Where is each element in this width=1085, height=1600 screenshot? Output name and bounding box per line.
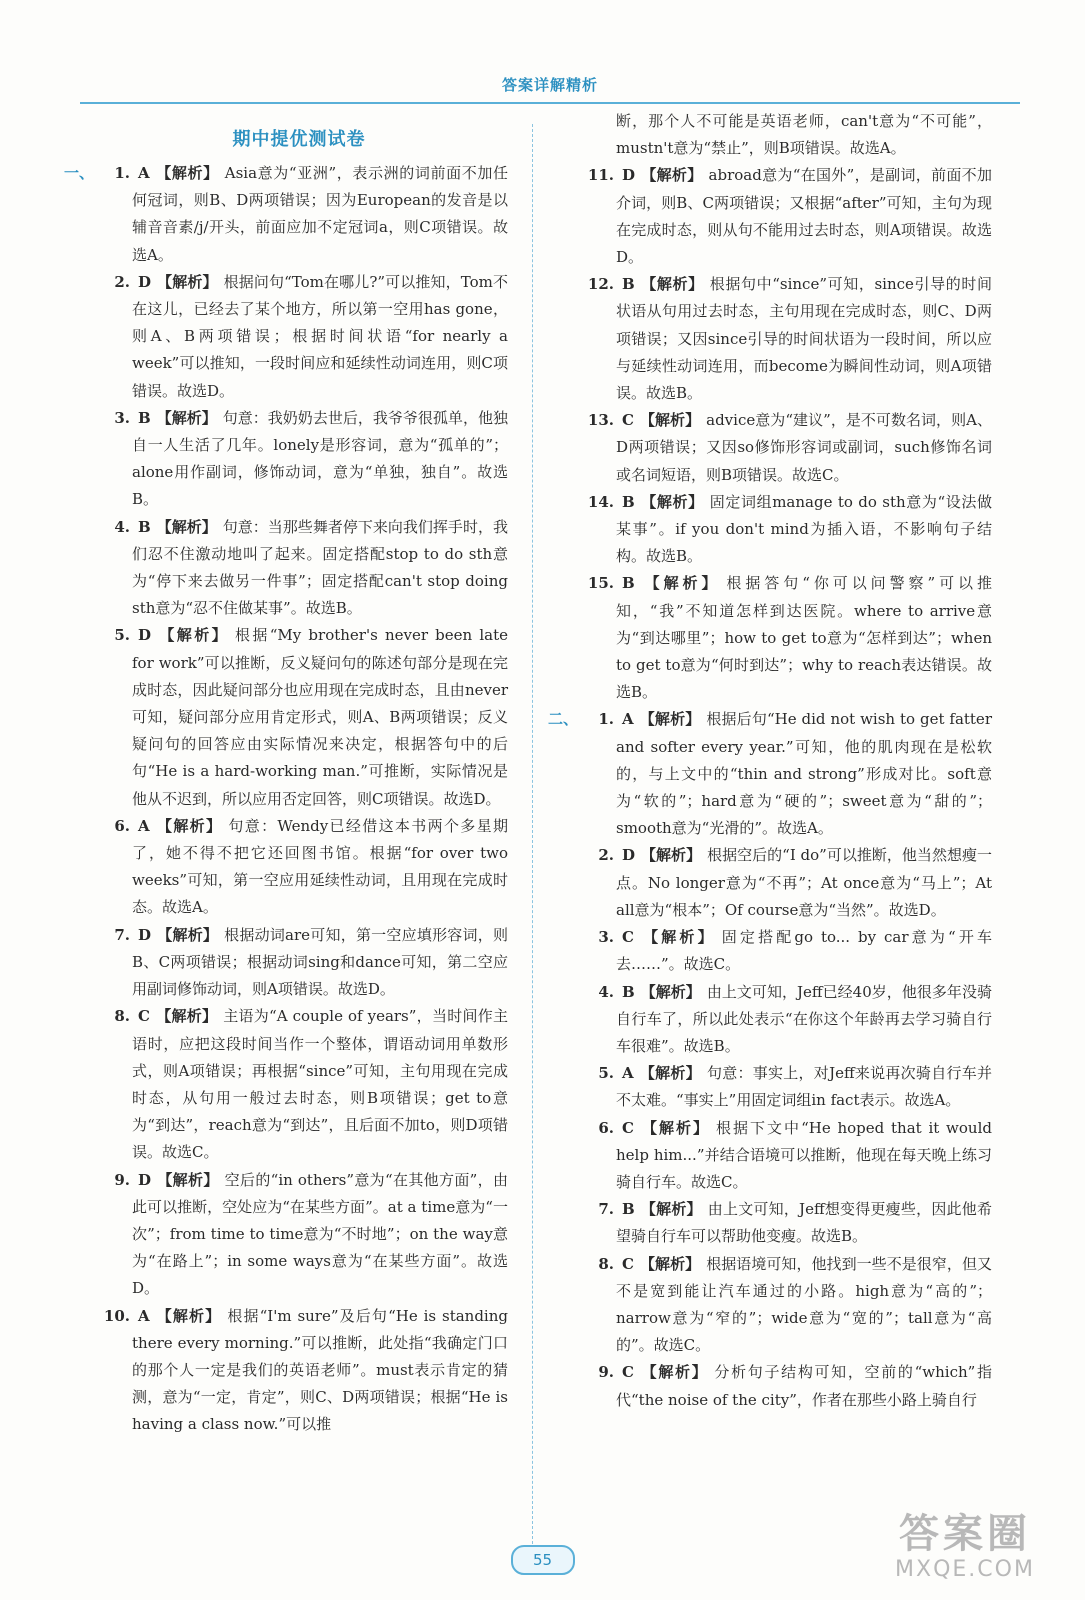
answer-letter: C [622, 411, 634, 430]
question-index: 7. [598, 1200, 614, 1219]
column-divider [532, 124, 533, 1544]
analysis-text: 固定搭配go to... by car意为“开车去……”。故选C。 [616, 928, 992, 974]
answer-item [574, 1115, 992, 1197]
answer-letter: D [622, 166, 636, 185]
right-column [548, 108, 992, 1414]
page-header [80, 70, 1020, 104]
question-index: 9. [114, 1170, 130, 1189]
question-number [90, 1167, 130, 1194]
answer-letter: D [138, 626, 152, 645]
answer-letter: B [622, 982, 635, 1001]
analysis-tag: 【解析】 [639, 1118, 711, 1137]
analysis-text: Asia意为“亚洲”，表示洲的词前面不加任何冠词，则B、D两项错误；因为European的发音是以辅音音素/j/开头，前面应加不定冠词a，则C项错误。故选A。 [132, 164, 508, 264]
answer-item [574, 979, 992, 1061]
question-number [574, 1359, 614, 1386]
left-answer-list [64, 160, 508, 1439]
question-number [574, 570, 614, 597]
analysis-tag: 【解析】 [156, 517, 217, 536]
question-number [574, 1251, 614, 1278]
question-number [548, 706, 614, 733]
right-answer-list [548, 108, 992, 1414]
question-number [90, 1303, 130, 1330]
question-number [90, 514, 130, 541]
answer-item [90, 514, 508, 623]
answer-letter: D [622, 846, 636, 865]
analysis-text: 固定词组manage to do sth意为“设法做某事”。if you don't mind为插入语，不影响句子结构。故选B。 [616, 492, 992, 566]
answer-item [574, 1251, 992, 1360]
answer-item [90, 405, 508, 514]
analysis-text: 断，那个人不可能是英语老师，can't意为“不可能”，mustn't意为“禁止”，则B项错误。故选A。 [616, 112, 992, 158]
answer-item [90, 1303, 508, 1439]
question-index: 9. [598, 1363, 614, 1382]
answer-item [548, 706, 992, 842]
analysis-text: 根据下文中“He hoped that it would help him...”并结合语境可以推断，他现在每天晚上练习骑自行车。故选C。 [616, 1118, 992, 1191]
question-index: 3. [598, 928, 614, 947]
question-index: 12. [587, 275, 614, 294]
section-label: 一、 [64, 164, 95, 182]
analysis-text: 空后的“in others”意为“在其他方面”，由此可以推断，空处应为“在某些方面”。at a time意为“一次”；from time to time意为“不时地”；on the way意为“在路上”；in some ways意为“在某些方面”。故选D。 [132, 1170, 508, 1298]
analysis-tag: 【解析】 [157, 925, 219, 944]
answer-item [64, 160, 508, 269]
answer-item [90, 269, 508, 405]
question-index: 1. [114, 164, 130, 182]
answer-letter: A [622, 1064, 634, 1083]
analysis-text: 根据语境可知，他找到一些不是很窄，但又不是宽到能让汽车通过的小路。high意为“高的”；narrow意为“窄的”；wide意为“宽的”；tall意为“高的”。故选C。 [616, 1254, 992, 1355]
analysis-tag: 【解析】 [640, 982, 701, 1001]
answer-letter: A [622, 710, 634, 729]
answer-letter: B [138, 408, 151, 427]
analysis-tag: 【解析】 [640, 275, 704, 294]
answer-letter: A [138, 816, 150, 835]
analysis-text: 根据“I'm sure”及后句“He is standing there every morning.”可以推断，此处指“我确定门口的那个人一定是我们的英语老师”。must表示肯定的猜测，意为“一定，肯定”，则C、D两项错误；根据“He is having a class now.”可以推 [132, 1306, 508, 1434]
analysis-tag: 【解析】 [639, 928, 716, 947]
question-number [574, 1115, 614, 1142]
answer-item [90, 922, 508, 1004]
answer-item [574, 1196, 992, 1250]
watermark-main: 答案圈 [899, 1511, 1031, 1557]
answer-letter: D [138, 272, 152, 291]
analysis-tag: 【解析】 [155, 1007, 218, 1026]
question-index: 8. [598, 1254, 614, 1273]
answer-letter: B [138, 517, 151, 536]
watermark-sub: MXQE.COM [895, 1557, 1035, 1582]
answer-item [90, 1167, 508, 1303]
answer-item [574, 407, 992, 489]
analysis-tag: 【解析】 [639, 710, 701, 729]
analysis-text: 句意：当那些舞者停下来向我们挥手时，我们忍不住激动地叫了起来。固定搭配stop to do sth意为“停下来去做另一件事”；固定搭配can't stop doing sth意为“忍不住做某事”。故选B。 [132, 517, 508, 618]
question-index: 11. [587, 166, 614, 185]
answer-letter: B [622, 492, 635, 511]
analysis-tag: 【解析】 [640, 1200, 702, 1219]
question-index: 10. [103, 1306, 130, 1325]
question-index: 7. [114, 925, 130, 944]
answer-letter: B [622, 1200, 635, 1219]
answer-letter: A [138, 164, 150, 182]
question-index: 3. [114, 408, 130, 427]
question-number [574, 1060, 614, 1087]
question-number [574, 407, 614, 434]
analysis-tag: 【解析】 [641, 166, 703, 185]
answer-item [574, 924, 992, 978]
answer-item [90, 1003, 508, 1166]
analysis-tag: 【解析】 [157, 626, 229, 645]
analysis-tag: 【解析】 [155, 1306, 222, 1325]
question-index: 1. [598, 710, 614, 729]
section-title: 期中提优测试卷 [232, 129, 366, 150]
analysis-text: 根据问句“Tom在哪儿?”可以推知，Tom不在这儿，已经去了某个地方，所以第一空用has gone，则A、B两项错误；根据时间状语“for nearly a week”可以推知，一段时间应和延续性动词连用，则C项错误。故选D。 [132, 272, 508, 400]
question-index: 8. [114, 1007, 130, 1026]
question-index: 6. [598, 1118, 614, 1137]
answer-letter: B [622, 275, 635, 294]
answer-letter: D [138, 925, 152, 944]
question-index: 15. [587, 574, 614, 593]
answer-item [90, 622, 508, 812]
answer-letter: C [138, 1007, 150, 1026]
question-index: 4. [114, 517, 130, 536]
analysis-tag: 【解析】 [641, 846, 702, 865]
analysis-text: 根据后句“He did not wish to get fatter and softer every year.”可知，他的肌肉现在是松软的，与上文中的“thin and strong”形成对比。soft意为“软的”；hard意为“硬的”；sweet意为“甜的”；smooth意为“光滑的”。故选A。 [616, 710, 992, 838]
analysis-tag: 【解析】 [640, 574, 721, 593]
section-label: 二、 [548, 710, 579, 729]
analysis-text: 根据动词are可知，第一空应填形容词，则B、C两项错误；根据动词sing和dance可知，第二空应用副词修饰动词，则A项错误。故选D。 [132, 925, 508, 999]
question-index: 2. [598, 846, 614, 865]
question-index: 13. [587, 411, 614, 430]
answer-item [574, 108, 992, 162]
analysis-text: 根据答句“你可以问警察”可以推知，“我”不知道怎样到达医院。where to arrive意为“到达哪里”；how to get to意为“怎样到达”；when to get to意为“何时到达”；why to reach表达错误。故选B。 [616, 574, 992, 702]
analysis-text: 句意：事实上，对Jeff来说再次骑自行车并不太难。“事实上”用固定词组in fact表示。故选A。 [616, 1064, 992, 1110]
question-number [574, 271, 614, 298]
question-number [90, 269, 130, 296]
question-index: 5. [114, 626, 130, 645]
analysis-text: 由上文可知，Jeff已经40岁，他很多年没骑自行车了，所以此处表示“在你这个年龄再去学习骑自行车很难”。故选B。 [616, 982, 992, 1055]
answer-letter: B [622, 574, 635, 593]
answer-item [574, 1359, 992, 1413]
question-index: 4. [598, 982, 614, 1001]
answer-letter: A [138, 1306, 150, 1325]
analysis-text: 分析句子结构可知，空前的“which”指代“the noise of the city”，作者在那些小路上骑自行 [616, 1363, 992, 1409]
question-number [574, 979, 614, 1006]
answer-item [574, 570, 992, 706]
question-number [90, 1003, 130, 1030]
answer-letter: D [138, 1170, 152, 1189]
analysis-tag: 【解析】 [156, 408, 217, 427]
left-column [64, 120, 508, 1439]
watermark-logo [875, 1510, 1055, 1580]
question-number [574, 1196, 614, 1223]
analysis-tag: 【解析】 [639, 1254, 701, 1273]
analysis-text: advice意为“建议”，是不可数名词，则A、D两项错误；又因so修饰形容词或副词，such修饰名词或名词短语，则B项错误。故选C。 [616, 411, 992, 484]
analysis-text: 句意：Wendy已经借这本书两个多星期了，她不得不把它还回图书馆。根据“for over two weeks”可知，第一空应用延续性动词，且用现在完成时态。故选A。 [132, 816, 508, 917]
question-index: 2. [114, 272, 130, 291]
question-number [574, 162, 614, 189]
question-index: 14. [587, 492, 614, 511]
answer-letter: C [622, 1254, 634, 1273]
analysis-tag: 【解析】 [157, 1170, 219, 1189]
analysis-text: abroad意为“在国外”，是副词，前面不加介词，则B、C两项错误；又根据“after”可知，主句为现在完成时态，则从句不能用过去时态，则A项错误。故选D。 [616, 166, 992, 267]
analysis-tag: 【解析】 [639, 1064, 701, 1083]
analysis-tag: 【解析】 [155, 816, 223, 835]
answer-item [90, 813, 508, 922]
answer-item [574, 489, 992, 571]
analysis-tag: 【解析】 [639, 411, 701, 430]
analysis-tag: 【解析】 [157, 272, 218, 291]
answer-item [574, 162, 992, 271]
analysis-text: 主语为“A couple of years”，当时间作主语时，应把这段时间当作一个整体，谓语动词用单数形式，则A项错误；再根据“since”可知，主句用现在完成时态，从句用一般过去时态，则B项错误；get to意为“到达”，reach意为“到达”，且后面不加to，则D项错误。故选C。 [132, 1007, 508, 1162]
question-number [574, 489, 614, 516]
answer-item [574, 271, 992, 407]
page-number: 55 [511, 1545, 575, 1575]
analysis-text: 根据“My brother's never been late for work”可以推断，反义疑问句的陈述句部分是现在完成时态，因此疑问部分也应用现在完成时态，且由never可知，疑问部分应用肯定形式，则A、B两项错误；反义疑问句的回答应由实际情况来决定，根据答句中的后句“He is a hard-working man.”可推断，实际情况是他从不迟到，所以应用否定回答，则C项错误。故选D。 [132, 626, 508, 808]
answer-item [574, 842, 992, 924]
analysis-text: 根据句中“since”可知，since引导的时间状语从句用过去时态，主句用现在完成时态，则C、D两项错误；又因since引导的时间状语为一段时间，所以应与延续性动词连用，而become为瞬间性动词，则A项错误。故选B。 [616, 275, 992, 403]
question-number [574, 924, 614, 951]
answer-letter: C [622, 1118, 634, 1137]
analysis-text: 由上文可知，Jeff想变得更瘦些，因此他希望骑自行车可以帮助他变瘦。故选B。 [616, 1200, 992, 1246]
question-number [90, 622, 130, 649]
header-title: 答案详解精析 [501, 76, 598, 94]
question-index: 5. [598, 1064, 614, 1083]
analysis-tag: 【解析】 [639, 1363, 709, 1382]
answer-item [574, 1060, 992, 1114]
analysis-tag: 【解析】 [155, 164, 219, 182]
question-number [574, 842, 614, 869]
question-number [90, 405, 130, 432]
analysis-tag: 【解析】 [640, 492, 704, 511]
analysis-text: 根据空后的“I do”可以推断，他当然想瘦一点。No longer意为“不再”；At once意为“马上”；At all意为“根本”；Of course意为“当然”。故选D。 [616, 846, 992, 919]
question-number [64, 160, 130, 187]
question-index: 6. [114, 816, 130, 835]
question-number [90, 922, 130, 949]
answer-letter: C [622, 1363, 634, 1382]
question-number [90, 813, 130, 840]
answer-letter: C [622, 928, 634, 947]
analysis-text: 句意：我奶奶去世后，我爷爷很孤单，他独自一人生活了几年。lonely是形容词，意为“孤单的”；alone用作副词，修饰动词，意为“单独，独自”。故选B。 [132, 408, 508, 509]
